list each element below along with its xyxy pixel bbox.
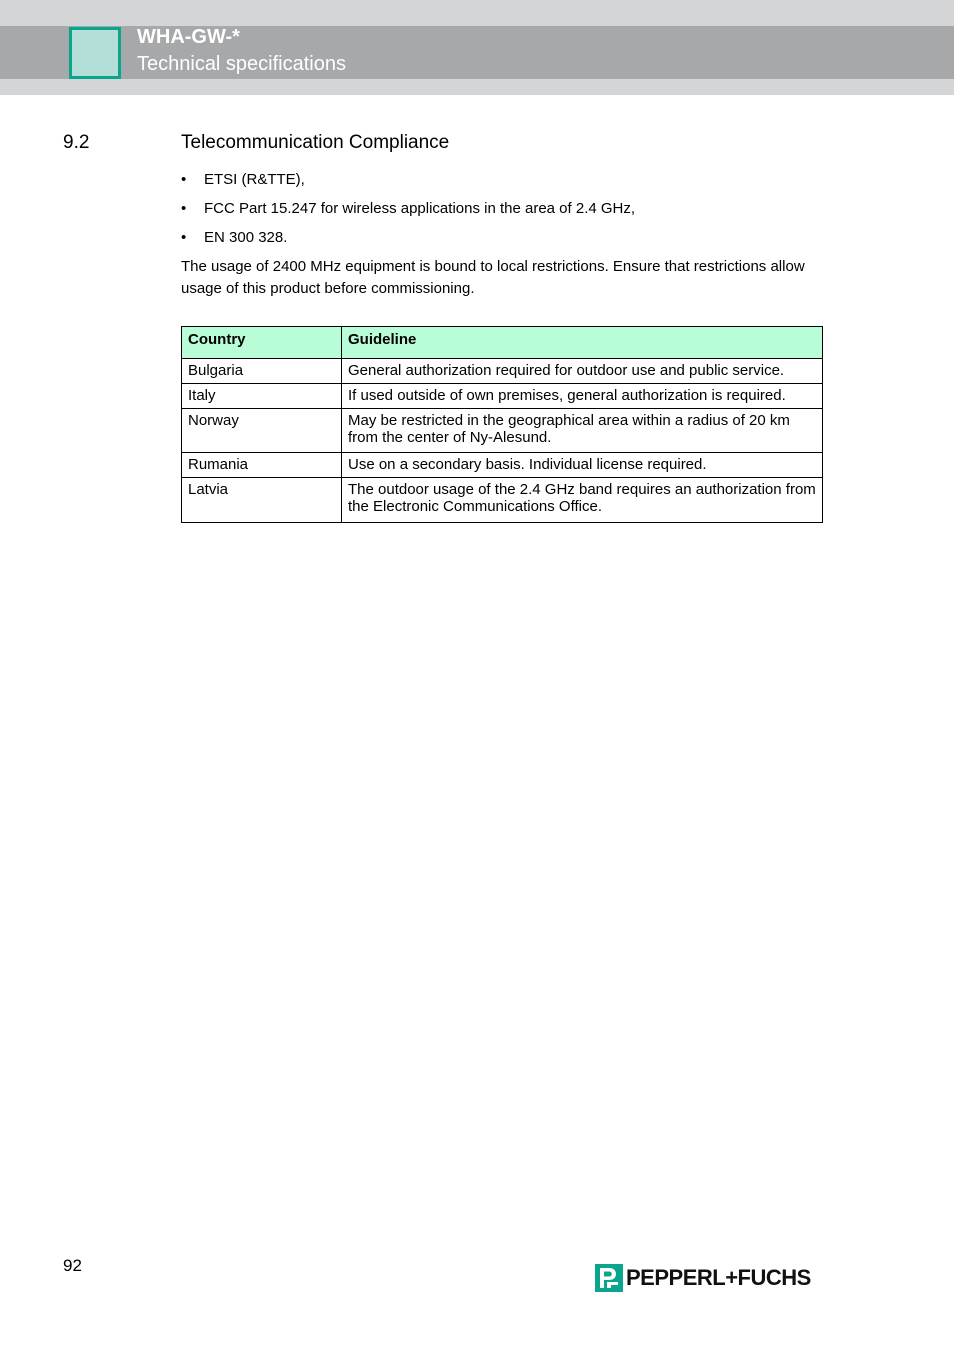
chapter-marker-icon bbox=[69, 27, 121, 79]
table-row bbox=[182, 384, 823, 409]
header-band-bottom bbox=[0, 79, 954, 95]
list-item: • FCC Part 15.247 for wireless applications in the area of 2.4 GHz, bbox=[181, 200, 636, 217]
country-cell: Italy bbox=[182, 384, 342, 409]
guideline-cell: The outdoor usage of the 2.4 GHz band requires an authorization from the Electronic Communications Office. bbox=[342, 478, 823, 523]
column-header-guideline: Guideline bbox=[342, 327, 823, 359]
list-item: • EN 300 328. bbox=[181, 229, 288, 246]
standards-list bbox=[181, 170, 635, 257]
guideline-cell: General authorization required for outdoor use and public service. bbox=[342, 359, 823, 384]
list-item: • ETSI (R&TTE), bbox=[181, 171, 305, 188]
guideline-cell: Use on a secondary basis. Individual license required. bbox=[342, 453, 823, 478]
country-guideline-table bbox=[181, 326, 823, 523]
table-row bbox=[182, 359, 823, 384]
section-number: 9.2 bbox=[63, 132, 90, 153]
country-cell: Latvia bbox=[182, 478, 342, 523]
table-row bbox=[182, 453, 823, 478]
country-cell: Norway bbox=[182, 409, 342, 453]
table-header-row bbox=[182, 327, 823, 359]
document-title: WHA-GW-* bbox=[137, 26, 240, 48]
country-cell: Bulgaria bbox=[182, 359, 342, 384]
bullet-icon: • bbox=[181, 229, 187, 246]
table-row bbox=[182, 478, 823, 523]
bullet-icon: • bbox=[181, 171, 187, 188]
section-title: Telecommunication Compliance bbox=[181, 132, 450, 153]
country-cell: Rumania bbox=[182, 453, 342, 478]
guideline-cell: If used outside of own premises, general authorization is required. bbox=[342, 384, 823, 409]
page-number: 92 bbox=[63, 1256, 82, 1275]
brand-name: PEPPERL+FUCHS bbox=[626, 1265, 811, 1290]
column-header-country: Country bbox=[182, 327, 342, 359]
bullet-icon: • bbox=[181, 200, 187, 217]
chapter-title: Technical specifications bbox=[137, 53, 346, 75]
restriction-note: The usage of 2400 MHz equipment is bound to local restrictions. Ensure that restrictions allow usage of this product before commissioning. bbox=[181, 258, 805, 297]
table-row bbox=[182, 409, 823, 453]
guideline-cell: May be restricted in the geographical area within a radius of 20 km from the center of Ny-Alesund. bbox=[342, 409, 823, 453]
header-band-top bbox=[0, 0, 954, 26]
brand-logo bbox=[595, 1263, 811, 1293]
pf-logo-icon bbox=[595, 1264, 623, 1292]
